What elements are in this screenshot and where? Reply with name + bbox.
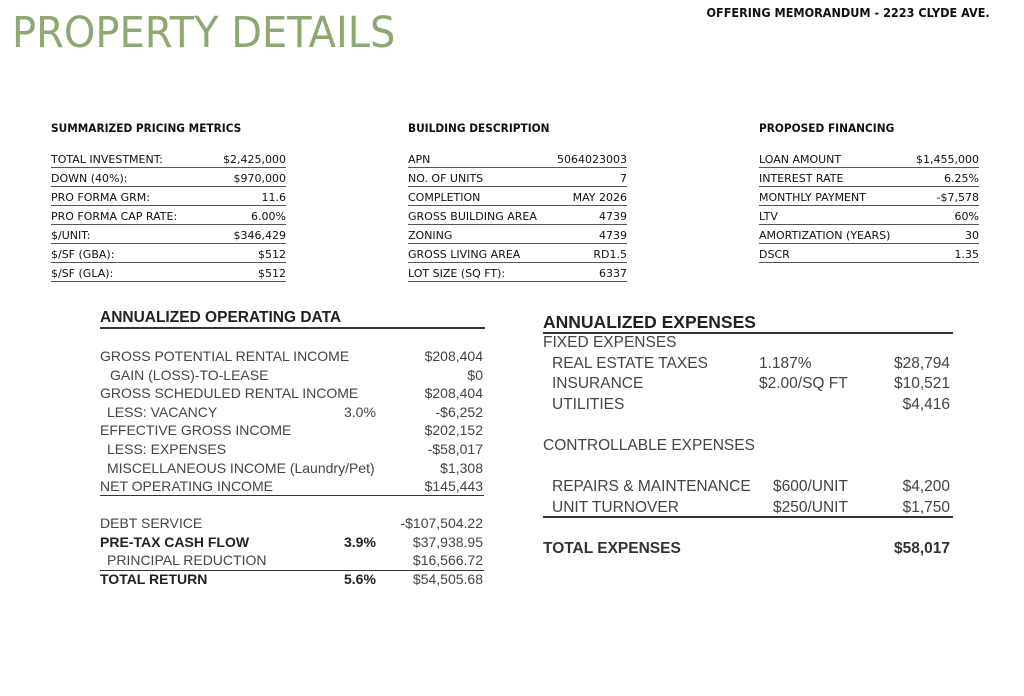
pre-tax-cash-flow-row: PRE-TAX CASH FLOW 3.9% $37,938.95 xyxy=(100,533,483,550)
row-label: PRO FORMA CAP RATE: xyxy=(51,210,178,223)
table-row xyxy=(408,225,627,244)
divider xyxy=(100,327,485,329)
row-value: $2,425,000 xyxy=(223,153,286,166)
row-label: NO. OF UNITS xyxy=(408,172,484,185)
pricing-metrics-heading: SUMMARIZED PRICING METRICS xyxy=(51,121,242,135)
spacer-row xyxy=(543,415,950,436)
divider xyxy=(100,495,484,496)
table-row xyxy=(408,263,627,282)
page-title: PROPERTY DETAILS xyxy=(12,8,396,58)
less-expenses-row: LESS: EXPENSES -$58,017 xyxy=(107,440,483,457)
utilities-row: UTILITIES $4,416 xyxy=(552,395,950,413)
pricing-metrics-table xyxy=(51,121,286,282)
row-label: COMPLETION xyxy=(408,191,481,204)
row-value: 11.6 xyxy=(261,191,286,204)
table-row xyxy=(759,244,979,263)
total-expenses-row: TOTAL EXPENSES $58,017 xyxy=(543,540,950,557)
row-label: $/UNIT: xyxy=(51,229,91,242)
table-row xyxy=(408,206,627,225)
table-row xyxy=(51,168,286,187)
total-return-row: TOTAL RETURN 5.6% $54,505.68 xyxy=(100,570,483,587)
building-description-heading: BUILDING DESCRIPTION xyxy=(408,121,550,135)
row-label: GROSS LIVING AREA xyxy=(408,248,521,261)
table-row xyxy=(408,168,627,187)
table-row xyxy=(51,244,286,263)
row-label: ZONING xyxy=(408,229,453,242)
table-row xyxy=(759,168,979,187)
row-value: 30 xyxy=(965,229,979,242)
table-row xyxy=(51,206,286,225)
fixed-expenses-row: FIXED EXPENSES xyxy=(543,334,677,351)
unit-turnover-row: UNIT TURNOVER $250/UNIT $1,750 xyxy=(552,498,950,516)
building-description-table xyxy=(408,121,627,282)
row-label: APN xyxy=(408,153,431,166)
principal-reduction-row: PRINCIPAL REDUCTION $16,566.72 xyxy=(107,552,483,569)
row-label: $/SF (GBA): xyxy=(51,248,115,261)
real-estate-taxes-row: REAL ESTATE TAXES 1.187% $28,794 xyxy=(552,354,950,372)
row-label: LOT SIZE (SQ FT): xyxy=(408,267,506,280)
gross-scheduled-rental-income-row: GROSS SCHEDULED RENTAL INCOME $208,404 xyxy=(100,385,483,402)
row-value: 7 xyxy=(620,172,627,185)
miscellaneous-income-row: MISCELLANEOUS INCOME (Laundry/Pet) $1,308 xyxy=(107,459,483,476)
table-row xyxy=(408,187,627,206)
table-row xyxy=(408,244,627,263)
table-row xyxy=(759,149,979,168)
row-label: INTEREST RATE xyxy=(759,172,844,185)
row-label: LTV xyxy=(759,210,778,223)
offering-memorandum-header: OFFERING MEMORANDUM - 2223 CLYDE AVE. xyxy=(706,5,990,20)
row-label: DOWN (40%): xyxy=(51,172,128,185)
row-value: $512 xyxy=(258,267,286,280)
row-value: -$7,578 xyxy=(936,191,979,204)
row-label: AMORTIZATION (YEARS) xyxy=(759,229,891,242)
row-value: $1,455,000 xyxy=(916,153,979,166)
effective-gross-income-row: EFFECTIVE GROSS INCOME $202,152 xyxy=(100,422,483,439)
row-label: PRO FORMA GRM: xyxy=(51,191,150,204)
table-row xyxy=(51,187,286,206)
debt-service-row: DEBT SERVICE -$107,504.22 xyxy=(100,515,483,531)
row-value: MAY 2026 xyxy=(572,191,627,204)
controllable-expenses-row: CONTROLLABLE EXPENSES xyxy=(543,436,755,454)
row-value: RD1.5 xyxy=(593,248,627,261)
row-value: 6.00% xyxy=(251,210,286,223)
row-label: GROSS BUILDING AREA xyxy=(408,210,537,223)
gross-potential-rental-income-row: GROSS POTENTIAL RENTAL INCOME $208,404 xyxy=(100,348,483,364)
row-label: $/SF (GLA): xyxy=(51,267,114,280)
vacancy-row: LESS: VACANCY 3.0% -$6,252 xyxy=(107,403,483,420)
insurance-row: INSURANCE $2.00/SQ FT $10,521 xyxy=(552,375,950,393)
table-row xyxy=(759,206,979,225)
expenses-heading: ANNUALIZED EXPENSES xyxy=(543,312,756,332)
proposed-financing-table xyxy=(759,121,979,263)
row-label: DSCR xyxy=(759,248,790,261)
row-value: 1.35 xyxy=(954,248,979,261)
net-operating-income-row: NET OPERATING INCOME $145,443 xyxy=(100,478,483,495)
table-row xyxy=(759,225,979,244)
row-label: LOAN AMOUNT xyxy=(759,153,842,166)
row-label: TOTAL INVESTMENT: xyxy=(51,153,163,166)
gain-loss-to-lease-row: GAIN (LOSS)-TO-LEASE $0 xyxy=(110,366,483,383)
operating-data-table xyxy=(100,347,483,496)
table-row xyxy=(408,149,627,168)
table-row xyxy=(759,187,979,206)
spacer-row xyxy=(543,457,950,478)
row-value: 4739 xyxy=(599,210,627,223)
table-row xyxy=(51,225,286,244)
row-value: 5064023003 xyxy=(557,153,627,166)
proposed-financing-heading: PROPOSED FINANCING xyxy=(759,121,895,135)
expenses-table xyxy=(543,333,950,518)
row-value: $346,429 xyxy=(233,229,286,242)
row-value: 60% xyxy=(954,210,979,223)
row-value: $512 xyxy=(258,248,286,261)
table-row xyxy=(51,263,286,282)
operating-data-heading: ANNUALIZED OPERATING DATA xyxy=(100,309,342,326)
table-row xyxy=(51,149,286,168)
row-value: 6.25% xyxy=(944,172,979,185)
row-value: 4739 xyxy=(599,229,627,242)
row-value: $970,000 xyxy=(233,172,286,185)
row-label: MONTHLY PAYMENT xyxy=(759,191,866,204)
divider xyxy=(100,570,484,571)
return-table xyxy=(100,514,483,588)
repairs-maintenance-row: REPAIRS & MAINTENANCE $600/UNIT $4,200 xyxy=(552,478,950,496)
row-value: 6337 xyxy=(599,267,627,280)
total-expenses-table xyxy=(543,539,950,560)
divider xyxy=(543,516,953,518)
